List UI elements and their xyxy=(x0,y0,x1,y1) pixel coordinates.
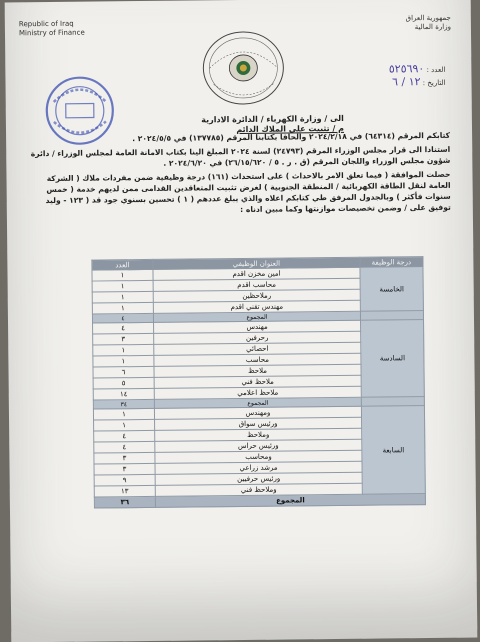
grade-cell: السادسة xyxy=(361,320,425,398)
count-cell: ١ xyxy=(94,419,155,431)
column-header-title: العنوان الوظيفي xyxy=(153,257,360,269)
count-cell: ١ xyxy=(92,302,153,314)
subtotal-value: ٣٤ xyxy=(93,399,154,409)
count-cell: ١ xyxy=(93,344,154,356)
reference-number-label: العدد : xyxy=(426,65,446,75)
count-cell: ٤ xyxy=(94,441,155,453)
letter-body xyxy=(24,130,451,220)
letterhead-line: Ministry of Finance xyxy=(18,28,85,38)
reference-number: ٥٢٥٦٩٠ xyxy=(388,62,425,76)
grade-cell: السابعة xyxy=(361,406,425,495)
job-title-cell: رملاحظين xyxy=(153,289,360,302)
letterhead-line: وزارة المالية xyxy=(414,22,451,32)
job-title-cell: محاسب xyxy=(154,353,361,366)
job-title-cell: وملاحظ فني xyxy=(155,483,362,496)
letterhead-english xyxy=(19,20,85,39)
letterhead-arabic xyxy=(406,14,451,32)
subtotal-label: المجموع xyxy=(154,397,361,408)
grand-total-value: ٣٦ xyxy=(94,496,155,508)
letterhead-line: Republic of Iraq xyxy=(18,19,74,29)
job-title-cell: ومحاسب xyxy=(155,450,362,463)
letterhead-line: جمهورية العراق xyxy=(405,13,451,23)
job-title-cell: ورئيس حرفيين xyxy=(155,472,362,485)
job-title-cell: رحرفين xyxy=(154,331,361,344)
job-title-cell: محاسب اقدم xyxy=(153,278,360,291)
count-cell: ٤ xyxy=(94,430,155,442)
job-title-cell: ورئيس حراس xyxy=(155,439,362,452)
count-cell: ١٤ xyxy=(93,388,154,400)
job-title-cell: امين مخزن اقدم xyxy=(153,267,360,280)
grade-cell: الخامسة xyxy=(360,267,423,312)
count-cell: ٣ xyxy=(94,463,155,475)
job-title-cell: ورئيس سواق xyxy=(155,417,362,430)
count-cell: ١ xyxy=(92,291,153,303)
count-cell: ١ xyxy=(92,269,153,281)
reference-block xyxy=(389,62,446,89)
positions-table xyxy=(91,256,426,508)
grand-total-row xyxy=(94,494,425,508)
subtotal-value: ٤ xyxy=(92,313,153,323)
count-cell: ١ xyxy=(93,355,154,367)
count-cell: ٦ xyxy=(93,366,154,378)
job-title-cell: احصائي xyxy=(154,342,361,355)
count-cell: ١ xyxy=(93,408,154,420)
address-recipient: الى / وزارة الكهرباء / الدائرة الادارية xyxy=(201,113,344,125)
job-title-cell: مرشد زراعي xyxy=(155,461,362,474)
count-cell: ١٣ xyxy=(94,485,155,497)
job-title-cell: ملاحظ اعلامي xyxy=(154,386,361,399)
grand-total-label: المجموع xyxy=(155,494,425,508)
count-cell: ٣ xyxy=(94,452,155,464)
column-header-grade: درجة الوظيفة xyxy=(360,257,423,268)
job-title-cell: ملاحظ فني xyxy=(154,375,361,388)
count-cell: ٥ xyxy=(93,377,154,389)
job-title-cell: ومهندس xyxy=(154,406,361,419)
reference-date-label: التاريخ : xyxy=(422,78,446,88)
count-cell: ١ xyxy=(92,280,153,292)
body-paragraph: كتابكم المرقم (٦٤٣١٤) في ٢٠٢٤/٢/١٨ والحاقا بكتابنا المرقم (١٣٧٧٨٥) في ٢٠٢٤/٥/٥ . xyxy=(132,130,451,144)
count-cell: ٤ xyxy=(93,322,154,334)
column-header-count: العدد xyxy=(92,259,153,270)
document-page xyxy=(5,0,478,642)
body-paragraph: حصلت الموافقة ( فيما تعلق الامر بالاحداث ) على استحداث (١٦١) درجة وظيفية ضمن مفردات ملاك ( الشركة العامة لنقل الطاقة الكهربائية / المنطقة الجنوبية ) لغرض تثبيت المتعاقدين القدامى ممن لديهم خدمة ( خمس سنوات فأكثر ) وبالجدول المرفق طي كتابكم اعلاه والذي يبلغ عددهم ( ١ ) تحسين بسنوي جود قد ( ١٢٣ - وليد توفيق على / وضمن تخصيصات موازنتها وكما مبين ادناه : xyxy=(45,169,451,215)
address-subject: م / تثبيت على الملاك الدائم xyxy=(236,123,345,135)
job-title-cell: مهندس تقني اقدم xyxy=(153,300,360,313)
job-title-cell: وملاحظ xyxy=(155,428,362,441)
job-title-cell: ملاحظ xyxy=(154,364,361,377)
body-paragraph: استنادا الى قرار مجلس الوزراء المرقم (٢٤٧٩٣) لسنة ٢٠٢٤ المبلغ الينا بكتاب الامانة العامة لمجلس الوزراء / دائرة شؤون مجلس الوزراء واللجان المرقم (ق . ر . ٥ / ٢٦/١٥/٦٢٠) في ٢٠٢٤/٦/٢٠ . xyxy=(30,144,451,168)
ministry-emblem-icon xyxy=(193,25,294,116)
subtotal-label: المجموع xyxy=(153,311,360,322)
job-title-cell: مهندس xyxy=(154,320,361,333)
count-cell: ٣ xyxy=(93,333,154,345)
count-cell: ٩ xyxy=(94,474,155,486)
reference-date: ١٢ / ٦ xyxy=(391,75,421,89)
